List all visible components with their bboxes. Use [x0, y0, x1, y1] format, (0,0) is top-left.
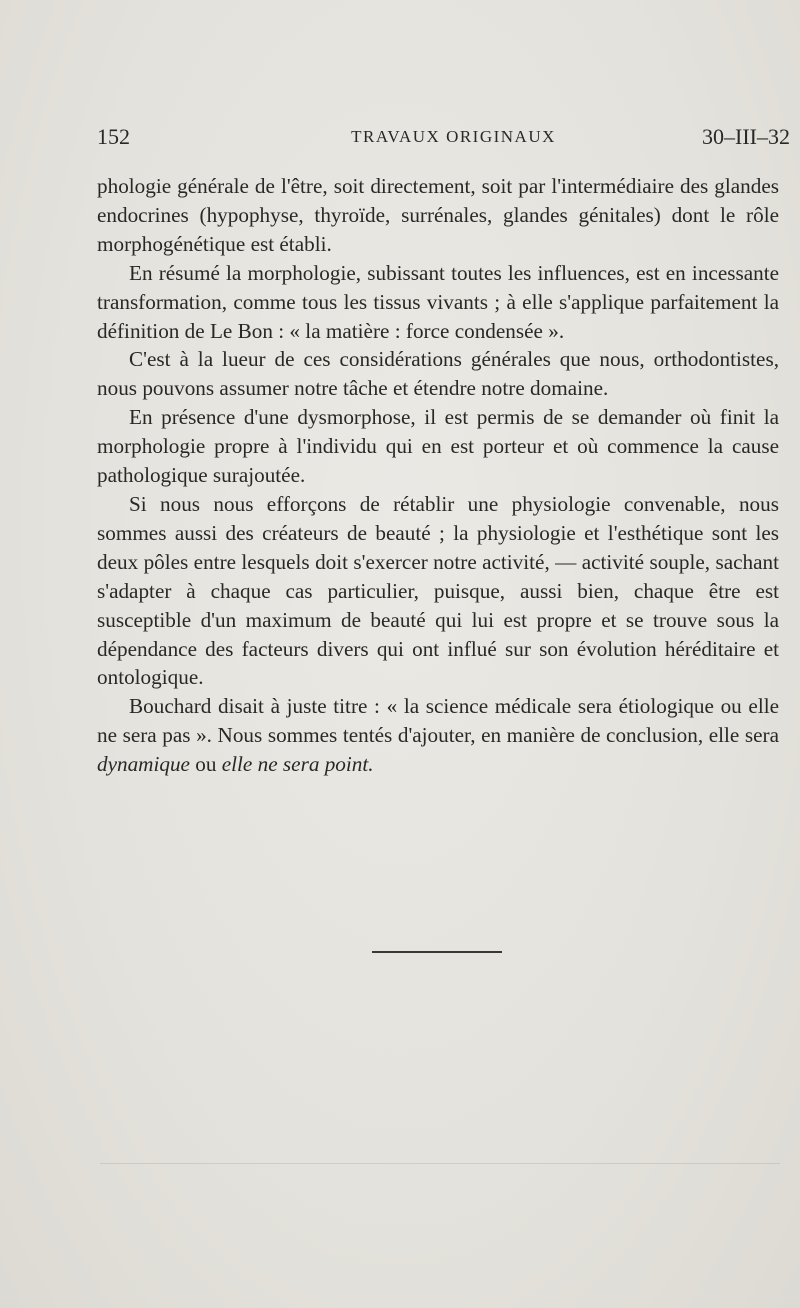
article-body — [97, 172, 779, 779]
text-run: ou — [189, 752, 222, 777]
italic-text: dynamique — [97, 752, 190, 777]
page-number: 152 — [97, 124, 130, 149]
section-end-rule — [372, 951, 502, 953]
paragraph-conclusion — [97, 692, 779, 779]
running-title: TRAVAUX ORIGINAUX — [351, 127, 556, 146]
footnote-rule — [100, 1163, 780, 1164]
paragraph: En résumé la morphologie, subissant toutes les influences, est en incessante transformation, comme tous les tissus vivants ; à elle s'applique parfaitement la définition de Le Bon : « la matière : force condensée ». — [97, 260, 779, 343]
running-head — [97, 124, 790, 154]
paragraph: C'est à la lueur de ces considérations générales que nous, orthodontistes, nous pouvons assumer notre tâche et étendre notre domaine. — [97, 347, 779, 401]
issue-date: 30–III–32 — [702, 124, 790, 149]
text-run: Bouchard disait à juste titre : « la science médicale sera étiologique ou elle ne sera pas ». Nous sommes tentés d'ajouter, en manière de conclusion, elle sera — [97, 694, 779, 748]
paragraph: Si nous nous efforçons de rétablir une physiologie convenable, nous sommes aussi des créateurs de beauté ; la physiologie et l'esthétique sont les deux pôles entre lesquels doit s'exercer notre activité, — activité souple, sachant s'adapter à chaque cas particulier, puisque, aussi bien, chaque être est susceptible d'un maximum de beauté qui lui est propre et se trouve sous la dépendance des facteurs divers qui ont influé sur son évolution héréditaire et ontologique. — [97, 491, 779, 690]
paragraph: phologie générale de l'être, soit directement, soit par l'intermédiaire des glandes endocrines (hypophyse, thyroïde, surrénales, glandes génitales) dont le rôle morphogénétique est établi. — [97, 174, 779, 256]
paragraph: En présence d'une dysmorphose, il est permis de se demander où finit la morphologie propre à l'individu qui en est porteur et où commence la cause pathologique surajoutée. — [97, 405, 779, 488]
italic-text: elle ne sera point. — [221, 752, 374, 777]
